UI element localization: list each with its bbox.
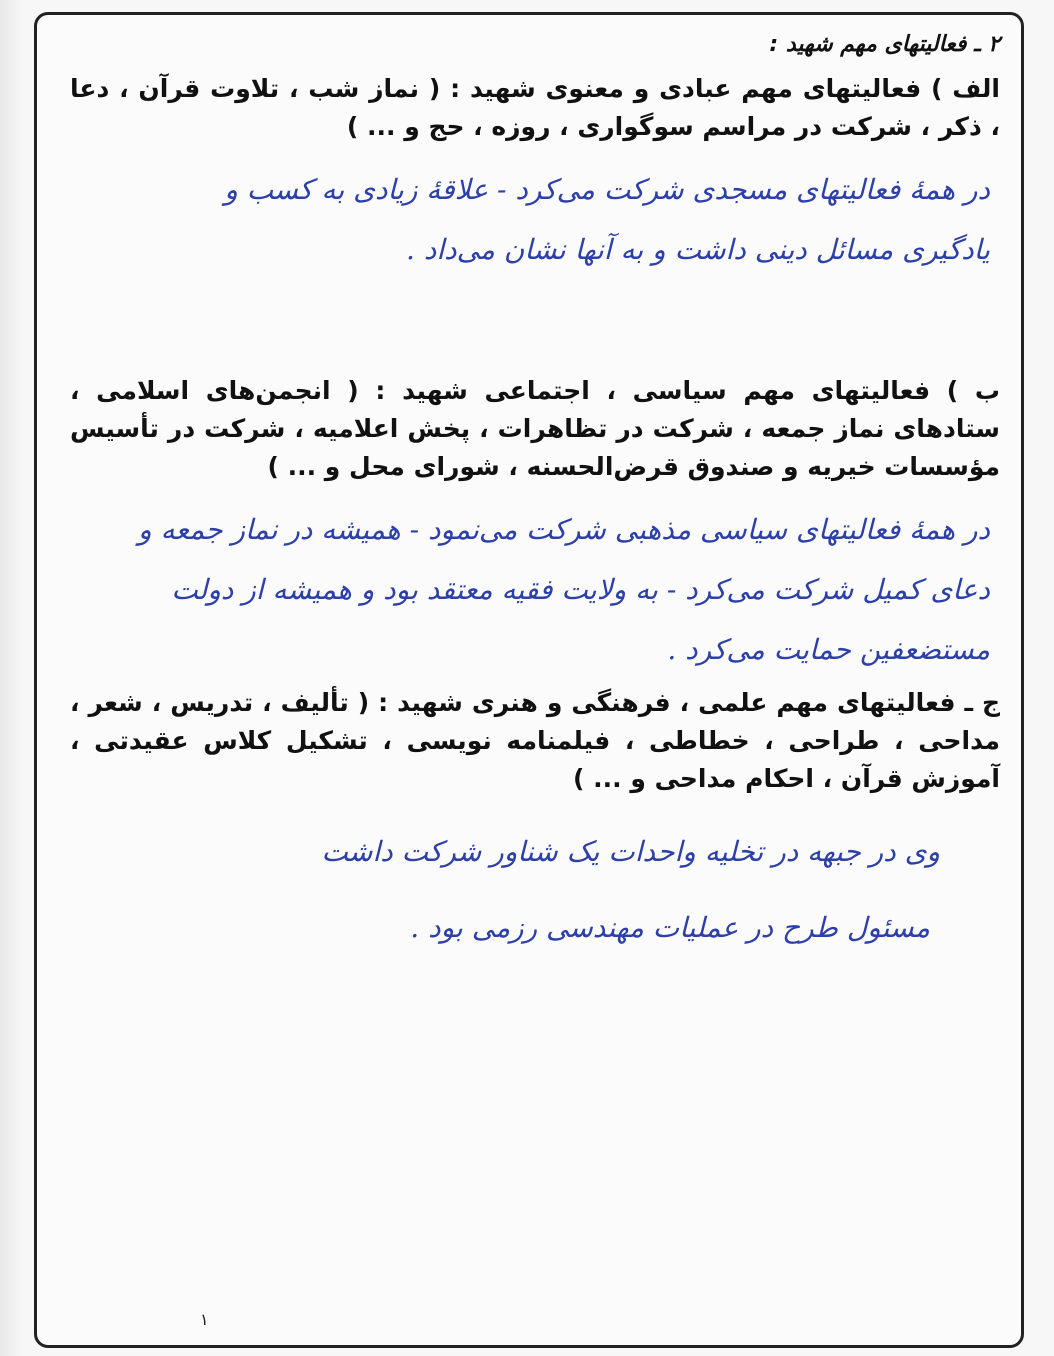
handwritten-line: در همهٔ فعالیتهای سیاسی مذهبی شرکت می‌نمود - همیشه در نماز جمعه و bbox=[138, 513, 990, 546]
handwritten-line: دعای کمیل شرکت می‌کرد - به ولایت فقیه معتقد بود و همیشه از دولت bbox=[171, 573, 990, 606]
printed-question-a: الف ) فعالیتهای مهم عبادی و معنوی شهید : ( نماز شب ، تلاوت قرآن ، دعا ، ذکر ، شرکت در مراسم سوگواری ، روزه ، حج و ... ) bbox=[70, 74, 1000, 141]
handwritten-line: وی در جبهه در تخلیه واحدات یک شناور شرکت داشت bbox=[321, 835, 940, 868]
handwritten-line: مستضعفین حمایت می‌کرد . bbox=[667, 633, 990, 666]
scan-left-edge bbox=[0, 0, 24, 1356]
handwritten-line: یادگیری مسائل دینی داشت و به آنها نشان می‌داد . bbox=[406, 233, 990, 266]
printed-question-b: ب ) فعالیتهای مهم سیاسی ، اجتماعی شهید : ( انجمن‌های اسلامی ، ستادهای نماز جمعه ، شرکت در تظاهرات ، پخش اعلامیه ، شرکت در تأسیس مؤسسات خیریه و صندوق قرض‌الحسنه ، شورای محل و ... ) bbox=[70, 376, 1000, 481]
handwritten-line: مسئول طرح در عملیات مهندسی رزمی بود . bbox=[410, 911, 930, 944]
handwritten-line: در همهٔ فعالیتهای مسجدی شرکت می‌کرد - علاقهٔ زیادی به کسب و bbox=[224, 173, 990, 206]
handwritten-answer-b bbox=[70, 500, 1000, 680]
section-heading: ۲ ـ فعالیتهای مهم شهید : bbox=[769, 32, 1000, 57]
document-body bbox=[70, 30, 1000, 958]
handwritten-answer-a bbox=[70, 160, 1000, 280]
handwritten-answer-c bbox=[70, 822, 1000, 958]
page-number: ۱ bbox=[200, 1310, 209, 1329]
printed-question-c: ج ـ فعالیتهای مهم علمی ، فرهنگی و هنری شهید : ( تألیف ، تدریس ، شعر ، مداحی ، طراحی ، خطاطی ، فیلمنامه نویسی ، تشکیل کلاس عقیدتی ، آموزش قرآن ، احکام مداحی و ... ) bbox=[70, 688, 1000, 793]
